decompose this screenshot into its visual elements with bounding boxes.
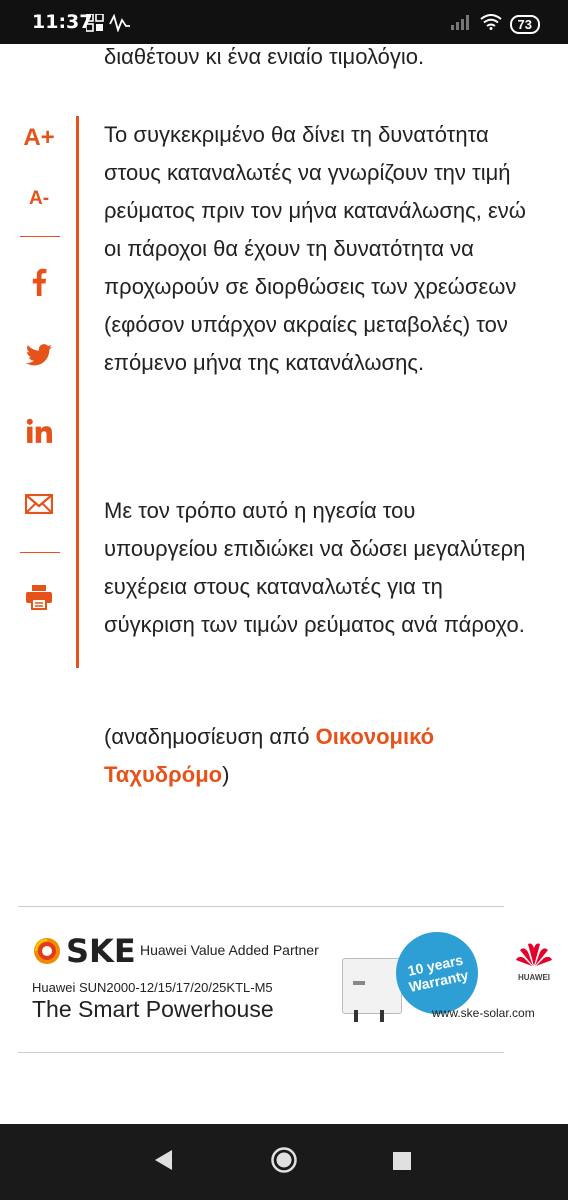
huawei-logo [514, 942, 554, 982]
source-link[interactable]: Οικονομικό Ταχυδρόμο [104, 724, 435, 787]
twitter-icon[interactable] [16, 344, 62, 371]
facebook-icon[interactable] [16, 268, 62, 301]
ad-url: www.ske-solar.com [432, 1006, 535, 1020]
source-suffix: ) [222, 762, 230, 787]
signal-icon [450, 14, 472, 35]
ske-brand: SKE [66, 932, 136, 970]
status-bar [0, 0, 568, 44]
font-decrease-button[interactable]: A- [28, 188, 50, 209]
print-icon[interactable] [16, 584, 62, 615]
email-icon[interactable] [16, 494, 62, 519]
toolbar-divider [20, 552, 60, 553]
huawei-label: HUAWEI [518, 973, 550, 982]
status-time: 11:37 [32, 11, 93, 33]
toolbar-divider [20, 236, 60, 237]
huawei-petal-icon [516, 942, 552, 968]
ske-logo [32, 932, 136, 970]
inverter-leg [354, 1010, 358, 1022]
article-content [0, 44, 568, 1124]
back-button[interactable] [152, 1148, 174, 1177]
ske-sun-icon [32, 936, 62, 966]
wifi-icon [480, 14, 502, 35]
ad-divider-bottom [18, 1052, 504, 1053]
font-increase-button[interactable]: A+ [23, 124, 55, 151]
recents-button[interactable] [392, 1151, 412, 1176]
advertisement-banner[interactable] [18, 922, 568, 1050]
source-prefix: (αναδημοσίευση από [104, 724, 316, 749]
system-navigation-bar [0, 1124, 568, 1200]
inverter-image [342, 958, 402, 1014]
article-paragraph: Με τον τρόπο αυτό η ηγεσία του υπουργείου επιδιώκει να δώσει μεγαλύτερη ευχέρεια στους καταναλωτές για τη σύγκριση των τιμών ρεύματος ανά πάροχο. [104, 498, 526, 637]
ad-divider-top [18, 906, 504, 907]
home-button[interactable] [270, 1146, 298, 1179]
battery-indicator: 73 [510, 15, 540, 34]
ad-partner: Huawei Value Added Partner [140, 942, 319, 958]
status-right [450, 14, 540, 35]
article-top-line: διαθέτουν κι ένα ενιαίο τιμολόγιο. [104, 44, 425, 69]
article-source [104, 718, 534, 794]
notification-icons [86, 14, 132, 37]
inverter-leg [380, 1010, 384, 1022]
toolbar-separator-line [76, 116, 79, 668]
linkedin-icon[interactable] [16, 418, 62, 449]
article-paragraph: Το συγκεκριμένο θα δίνει τη δυνατότητα στους καταναλωτές να γνωρίζουν την τιμή ρεύματος πριν τον μήνα κατανάλωσης, ενώ οι πάροχοι θα έχουν τη δυνατότητα να προχωρούν σε διορθώσεις των χρεώσεων (εφόσον υπάρχον ακραίες μεταβολές) τον επόμενο μήνα της κατανάλωσης. [104, 122, 526, 375]
ad-model: Huawei SUN2000-12/15/17/20/25KTL-M5 [32, 980, 273, 995]
warranty-badge: 10 years Warranty [388, 924, 485, 1021]
ad-tagline: The Smart Powerhouse [32, 996, 274, 1022]
